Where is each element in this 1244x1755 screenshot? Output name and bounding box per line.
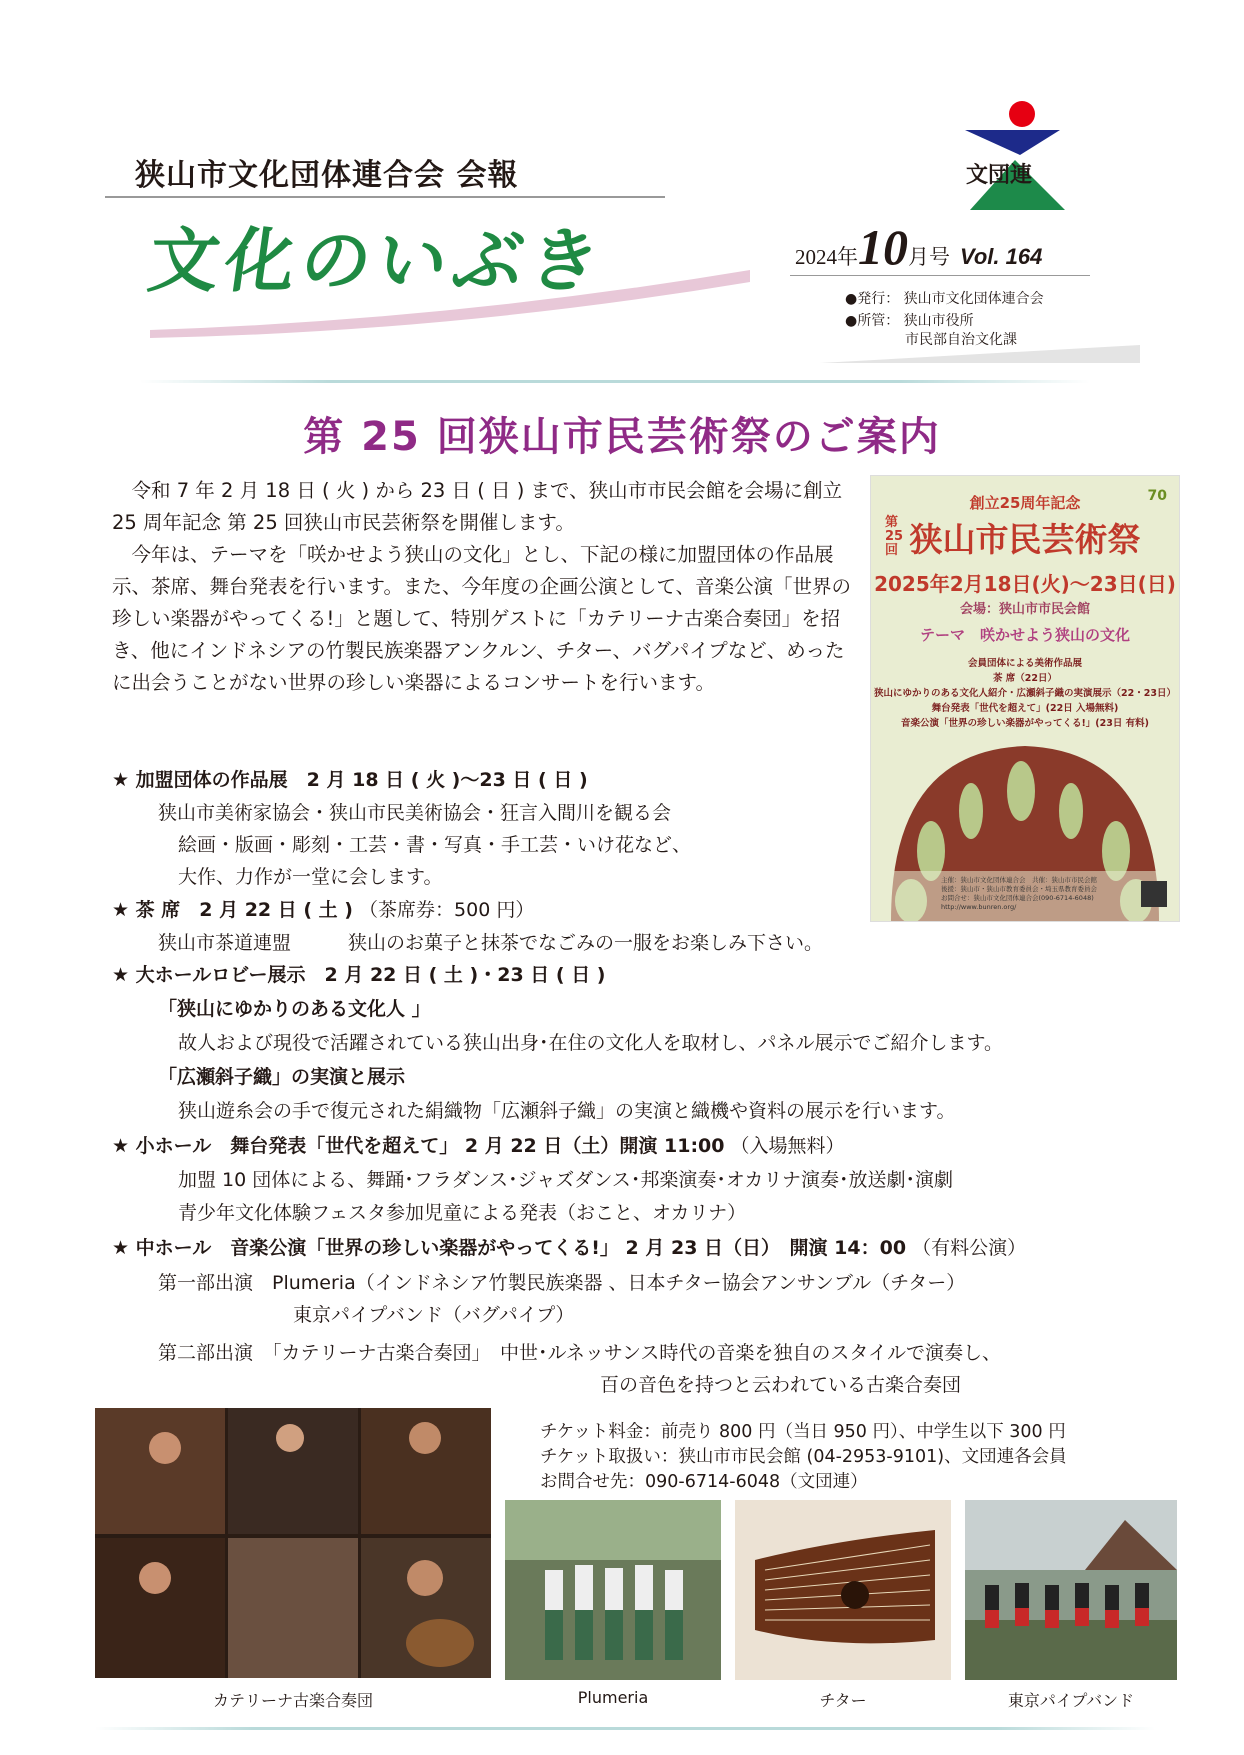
program-line: 絵画・版画・彫刻・工芸・書・写真・手工芸・いけ花など、 — [178, 834, 692, 856]
pipe-band-photo — [965, 1500, 1177, 1680]
section-heading — [112, 1235, 1026, 1261]
issue-year: 2024年 — [795, 245, 858, 269]
title-rule — [140, 380, 1090, 383]
bottom-rule — [95, 1727, 1155, 1730]
program-line: 東京パイプバンド（バグパイプ） — [293, 1304, 575, 1326]
poster-items — [871, 656, 1179, 731]
program-subheading: 「狭山にゆかりのある文化人 」 — [158, 998, 431, 1020]
photo-caption: Plumeria — [577, 1688, 649, 1707]
poster-footer-line: http://www.bunren.org/ — [941, 903, 1017, 911]
publisher-line: ●発行： 狭山市文化団体連合会 — [845, 291, 1044, 307]
intro-paragraph: 今年は、テーマを「咲かせよう狭山の文化」とし、下記の様に加盟団体の作品展示、茶席、舞台発表を行います。また、今年度の企画公演として、音楽公演「世界の珍しい楽器がやってくる!」と題して、特別ゲストに「カテリーナ古楽合奏団」を招き、他にインドネシアの竹製民族楽器アンクルン、チター、バグパイプなど、めったに出会うことがない世界の珍しい楽器によるコンサートを行います。 — [112, 543, 852, 694]
poster-date: 2025年2月18日(火)～23日(日) — [874, 572, 1176, 596]
section-heading: ★ 加盟団体の作品展 2 月 18 日 ( 火 )～23 日 ( 日 ) — [112, 769, 588, 791]
festival-poster — [870, 475, 1180, 922]
ticket-contact: お問合せ先：090-6714-6048（文団連） — [540, 1472, 868, 1492]
program-line: 第二部出演 「カテリーナ古楽合奏団」 中世･ルネッサンス時代の音楽を独自のスタイルで演奏し、 — [158, 1342, 1002, 1364]
poster-venue: 会場：狭山市市民会館 — [959, 602, 1090, 617]
program-line: 大作、力作が一堂に会します。 — [178, 866, 443, 888]
poster-footer — [941, 876, 1097, 912]
office-dept: 市民部自治文化課 — [905, 332, 1017, 348]
section-title: ★ 茶 席 2 月 22 日 ( 土 ) — [112, 899, 353, 921]
qr-code-icon — [1141, 881, 1167, 907]
photo-caption: チター — [819, 1691, 867, 1710]
org-title: 狭山市文化団体連合会 会報 — [135, 158, 519, 193]
section-title: ★ 中ホール 音楽公演「世界の珍しい楽器がやってくる!」 2 月 23 日（日） 開演 14：00 — [112, 1237, 907, 1259]
program-line: 百の音色を持つと云われている古楽合奏団 — [600, 1374, 962, 1396]
section-title: ★ 小ホール 舞台発表「世代を超えて」 2 月 22 日（土）開演 11:00 — [112, 1135, 725, 1157]
issue-month: 10 — [858, 219, 908, 275]
intro-paragraph: 令和 7 年 2 月 18 日 ( 火 ) から 23 日 ( 日 ) まで、狭山市市民会館を会場に創立 25 周年記念 第 25 回狭山市民芸術祭を開催します。 — [112, 479, 843, 534]
office-line: ●所管： 狭山市役所 — [845, 313, 974, 329]
zither-photo — [735, 1500, 951, 1680]
poster-badge: 70 — [1147, 488, 1167, 504]
poster-edition: 第25回 — [885, 515, 904, 558]
program-line: 狭山市美術家協会・狭山市民美術協会・狂言入間川を観る会 — [158, 802, 672, 824]
photo-caterina-ensemble — [95, 1408, 491, 1678]
page-title: 第 25 回狭山市民芸術祭のご案内 — [303, 414, 941, 460]
issue-suffix: 月号 — [908, 245, 950, 269]
program-line: 加盟 10 団体による、舞踊･フラダンス･ジャズダンス･邦楽演奏･オカリナ演奏･放送劇･演劇 — [178, 1169, 953, 1191]
photo-pipe-band — [965, 1500, 1177, 1680]
poster-footer-line: 後援：狭山市・狭山市教育委員会・埼玉県教育委員会 — [941, 885, 1097, 893]
ticket-price: チケット料金：前売り 800 円（当日 950 円）、中学生以下 300 円 — [540, 1422, 1066, 1442]
photo-caption: カテリーナ古楽合奏団 — [212, 1691, 373, 1710]
poster-item: 会員団体による美術作品展 — [967, 658, 1082, 669]
photo-plumeria — [505, 1500, 721, 1680]
photo-zither — [735, 1500, 951, 1680]
plumeria-photo — [505, 1500, 721, 1680]
poster-footer-line: お問合せ：狭山市文化団体連合会(090-6714-6048) — [941, 894, 1094, 902]
poster-item: 音楽公演「世界の珍しい楽器がやってくる!」(23日 有料) — [900, 718, 1150, 729]
section-heading — [112, 1133, 845, 1159]
photo-caption: 東京パイプバンド — [1007, 1691, 1135, 1710]
poster-theme: テーマ 咲かせよう狭山の文化 — [919, 626, 1130, 644]
section-heading — [112, 897, 534, 923]
header-rule — [105, 196, 665, 198]
program-line: 第一部出演 Plumeria（インドネシア竹製民族楽器 、日本チター協会アンサンブル（チター） — [158, 1272, 966, 1294]
section-note: （入場無料） — [730, 1135, 845, 1157]
poster-item: 舞台発表「世代を超えて」(22日 入場無料) — [931, 703, 1119, 714]
section-note: （茶席券：500 円） — [359, 899, 535, 921]
poster-item: 狭山にゆかりのある文化人紹介・広瀬斜子織の実演展示（22・23日） — [874, 688, 1176, 699]
poster-subtitle: 創立25周年記念 — [969, 494, 1081, 512]
ensemble-photo-collage — [95, 1408, 491, 1678]
poster-title: 狭山市民芸術祭 — [909, 520, 1141, 559]
program-subheading: 「広瀬斜子織」の実演と展示 — [158, 1066, 406, 1088]
issue-info — [795, 218, 1042, 276]
poster-item: 茶 席（22日） — [992, 673, 1058, 684]
emblem-label: 文団連 — [966, 163, 1033, 188]
logo-title: 文化のいぶき — [143, 219, 612, 302]
intro-text — [112, 475, 862, 699]
section-note: （有料公演） — [912, 1237, 1027, 1259]
header-right-shade — [820, 345, 1140, 365]
section-heading: ★ 大ホールロビー展示 2 月 22 日 ( 土 )・23 日 ( 日 ) — [112, 964, 606, 986]
ticket-sales: チケット取扱い：狭山市市民会館 (04-2953-9101)、文団連各会員 — [540, 1447, 1067, 1467]
ticket-info — [540, 1420, 1067, 1495]
issue-rule — [790, 275, 1090, 276]
program-line: 青少年文化体験フェスタ参加児童による発表（おこと、オカリナ） — [178, 1202, 747, 1224]
program-line: 狭山市茶道連盟 狭山のお菓子と抹茶でなごみの一服をお楽しみ下さい。 — [158, 932, 824, 954]
volume-number: Vol. 164 — [960, 244, 1043, 269]
program-line: 狭山遊糸会の手で復元された絹織物「広瀬斜子織」の実演と織機や資料の展示を行います。 — [178, 1100, 956, 1122]
program-line: 故人および現役で活躍されている狭山出身･在住の文化人を取材し、パネル展示でご紹介します。 — [178, 1032, 1003, 1054]
poster-footer-line: 主催：狭山市文化団体連合会 共催：狭山市市民会館 — [941, 876, 1097, 884]
